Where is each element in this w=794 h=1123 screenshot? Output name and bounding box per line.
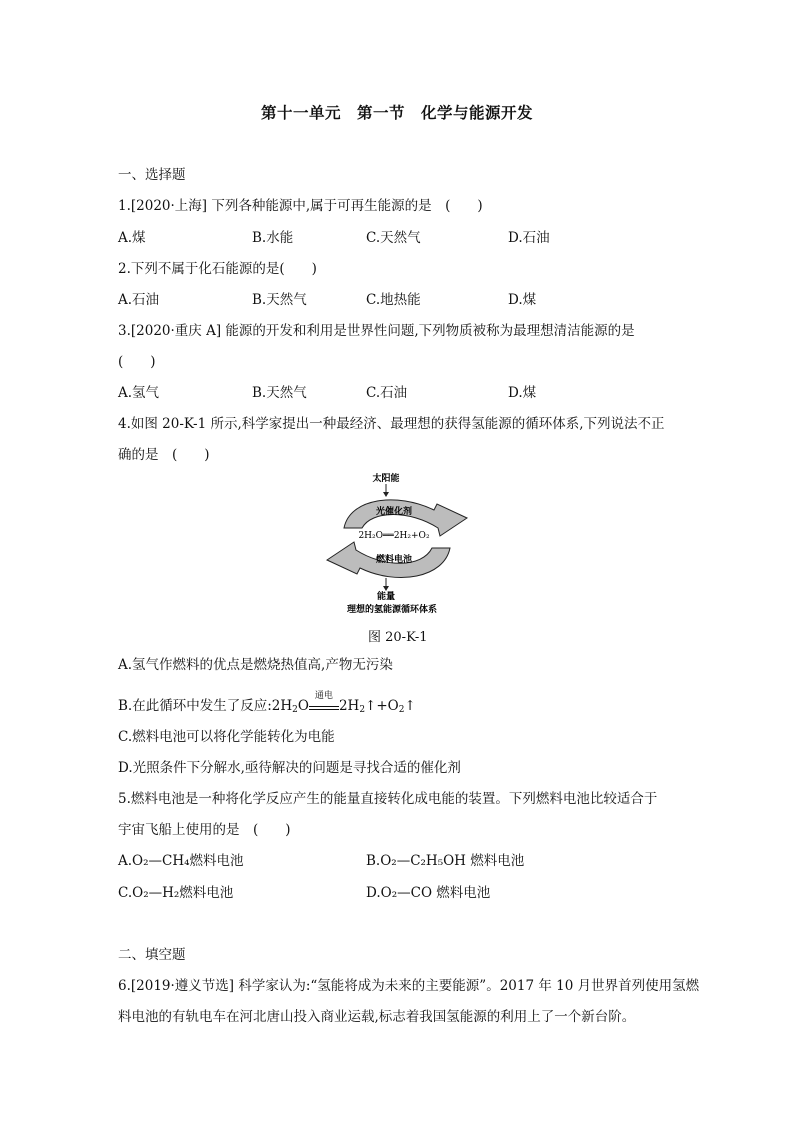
electrolysis-condition-label: 通电 [314,691,333,701]
question-3-stem-line1: 3.[2020·重庆 A] 能源的开发和利用是世界性问题,下列物质被称为最理想清洁能源的是 [118,323,635,339]
q4-option-b-prefix: B.在此循环中发生了反应:2H [118,698,293,714]
q4-option-b-rest: 2H [338,698,360,714]
figure-inner-caption: 理想的氢能源循环体系 [346,605,438,615]
electrolysis-condition [309,691,339,710]
q3-option-d: D.煤 [508,385,537,401]
q3-option-a: A.氢气 [118,385,160,401]
catalyst-label: 光催化剂 [375,507,413,517]
question-1-stem: 1.[2020·上海] 下列各种能源中,属于可再生能源的是 ( ) [118,198,483,214]
fuel-cell-label: 燃料电池 [375,555,413,565]
q5-option-b: B.O₂—C₂H₅OH 燃料电池 [366,853,525,869]
sun-label: 太阳能 [372,474,400,484]
q2-option-a: A.石油 [118,292,160,308]
cycle-diagram [322,470,472,620]
q1-option-d: D.石油 [508,230,550,246]
question-4-stem-line2: 确的是 ( ) [118,447,210,463]
q4-option-d: D.光照条件下分解水,亟待解决的问题是寻找合适的催化剂 [118,760,461,776]
q4-option-b: B.在此循环中发生了反应$:2H_2O$ 通电 $2H_2↑+O_2↑$ [118,697,416,715]
q3-option-b: B.天然气 [252,385,307,401]
question-6-line2: 料电池的有轨电车在河北唐山投入商业运载,标志着我国氢能源的利用上了一个新台阶。 [118,1009,636,1025]
q2-option-b: B.天然气 [252,292,307,308]
energy-label: 能量 [376,592,396,602]
question-3-stem-line2: ( ) [118,354,156,370]
question-5-stem-line1: 5.燃料电池是一种将化学反应产生的能量直接转化成电能的装置。下列燃料电池比较适合于 [118,791,658,807]
question-6-line1: 6.[2019·遵义节选] 科学家认为:“氢能将成为未来的主要能源”。2017 年 10 月世界首列使用氢燃 [118,978,700,994]
section-heading-fill: 二、填空题 [118,947,186,963]
question-2-stem: 2.下列不属于化石能源的是( ) [118,261,317,277]
question-5-stem-line2: 宇宙飞船上使用的是 ( ) [118,822,291,838]
figure-caption: 图 20-K-1 [368,630,428,645]
section-heading-choice: 一、选择题 [118,167,186,183]
q5-option-d: D.O₂—CO 燃料电池 [366,885,491,901]
q1-option-a: A.煤 [118,230,146,246]
q4-option-c: C.燃料电池可以将化学能转化为电能 [118,729,335,745]
q1-option-b: B.水能 [252,230,294,246]
hydrogen-cycle-figure [322,470,472,620]
q5-option-c: C.O₂—H₂燃料电池 [118,885,234,901]
q2-option-d: D.煤 [508,292,537,308]
q3-option-c: C.石油 [366,385,408,401]
water-split-equation: 2H₂O══2H₂+O₂ [358,531,430,541]
q4-option-a: A.氢气作燃料的优点是燃烧热值高,产物无污染 [118,657,393,673]
page-title: 第十一单元 第一节 化学与能源开发 [260,103,533,122]
q5-option-a: A.O₂—CH₄燃料电池 [118,853,244,869]
q1-option-c: C.天然气 [366,230,421,246]
question-4-stem-line1: 4.如图 20-K-1 所示,科学家提出一种最经济、最理想的获得氢能源的循环体系,下列说法不正 [118,416,665,432]
q2-option-c: C.地热能 [366,292,421,308]
